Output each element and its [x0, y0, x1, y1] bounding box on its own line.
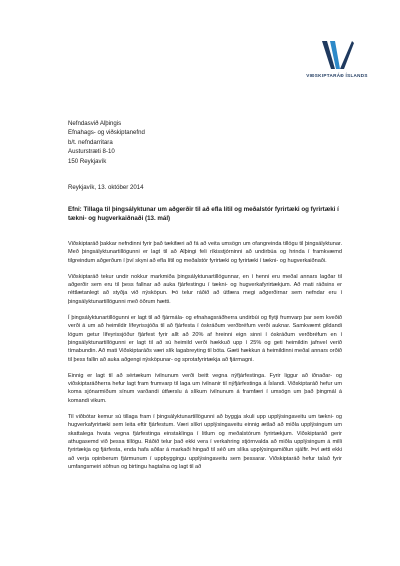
recipient-address [68, 119, 145, 166]
body-paragraph: Í þingsályktunartillögunni er lagt til að fjármála- og efnahagsráðherra undirbúi og flytji frumvarp þar sem kveðið verði á um að heimildir lífeyrissjóða til að fjárfesta í óskráðum verðbréfum verði auknar. Samkvæmt gildandi lögum getur lífeyrissjóður fjárfest fyrir allt að 20% af hreinni eign sinni í óskráðum verðbréfum en í þingsályktunartillögunni er lagt til að sú heimild verði hækkuð upp í 25% og geti heimildin jafnvel verið tímabundin. Að mati Viðskiptaráðs væri slík lagabreyting til bóta. Gæti hækkun á heimildinni meðal annars orðið til þess fallin að auka aðgengi nýsköpunar- og sprotafyrirtækja að fjármagni. [68, 315, 342, 363]
body-paragraph: Viðskiptaráð þakkar nefndinni fyrir það tækifæri að fá að veita umsögn um ofangreinda tillögu til þingsályktunar. Með þingsályktunartillögunni er lagt til að Alþingi feli ríkisstjórninni að undirbúa og hrinda í framkvæmd tilgreindum aðgerðum í því skyni að efla lítil og meðalstór fyrirtæki og fyrirtæki í tækni- og hugverkaiðnaði. [68, 241, 342, 264]
letter-date: Reykjavík, 13. október 2014 [68, 184, 144, 191]
recipient-line: Austurstræti 8-10 [68, 148, 115, 156]
recipient-line: Efnahags- og viðskiptanefnd [68, 129, 145, 137]
letter-subject: Efni: Tillaga til þingsályktunar um aðgerðir til að efla lítil og meðalstór fyrirtæki og fyrirtæki í tækni- og hugverkaiðnaði (13. mál) [68, 206, 339, 222]
body-paragraph: Til viðbótar kemur sú tillaga fram í þingsályktunartillögunni að byggja skuli upp upplýsingaveitu um tækni- og hugverkafyrirtæki sem leita eftir fjárfestum. Væri slíkri upplýsingaveitu einnig ætlað að miðla upplýsingum um skattalega hvata vegna fjárfestinga einstaklinga í litlum og meðalstórum fyrirtækjum. Viðskiptaráð gerir athugasemd við þessa tillögu. Ráðið telur það ekki vera í verkahring stjórnvalda að miðla upplýsingum á milli fyrirtækja og fjárfesta, enda hafa aðilar á markaði hingað til séð um slíka upplýsingamiðlun sjálfir. Því ætti ekki að verja opinberum fjármunum í uppbyggingu upplýsingaveitu sem þessarar. Viðskiptaráð hefur talað fyrir umfangsmeiri söfnun og birtingu hagtalna og lagt til að [68, 414, 342, 470]
recipient-line: Nefndasvið Alþingis [68, 120, 122, 127]
letter-body [68, 240, 342, 471]
logo-wordmark: VIÐSKIPTARÁÐ ÍSLANDS [306, 73, 368, 78]
recipient-line: b/t. nefndarritara [68, 138, 113, 146]
body-paragraph: Viðskiptaráð tekur undir nokkur markmiða þingsályktunartillögunnar, en í henni eru meðal annars lagðar til aðgerðir sem eru til þess fallnar að auka fjárfestingu í tækni- og hugverkafyrirtækjum. Að mati ráðsins er réttlætanlegt að styðja við nýsköpun. Þó telur ráðið að útfæra megi aðgerðirnar sem nefndar eru í þingsályktunartillögunni með öðrum hætti. [68, 273, 342, 305]
recipient-line: 150 Reykjavík [68, 157, 107, 165]
logo-mark-icon [320, 40, 354, 70]
body-paragraph: Einnig er lagt til að sértækum ívilnunum verði beitt vegna nýfjárfestinga. Fyrir liggur að iðnaðar- og viðskiptaráðherra hefur lagt fram frumvarp til laga um ívilnanir til nýfjárfestinga á Íslandi. Viðskiptaráð hefur um koma sjónarmiðum sínum varðandi útfærslu á slíkum ívilnunum á framfæri í umsögn um það þingmál á komandi vikum. [68, 372, 342, 404]
vidskiptarad-logo [300, 40, 374, 78]
